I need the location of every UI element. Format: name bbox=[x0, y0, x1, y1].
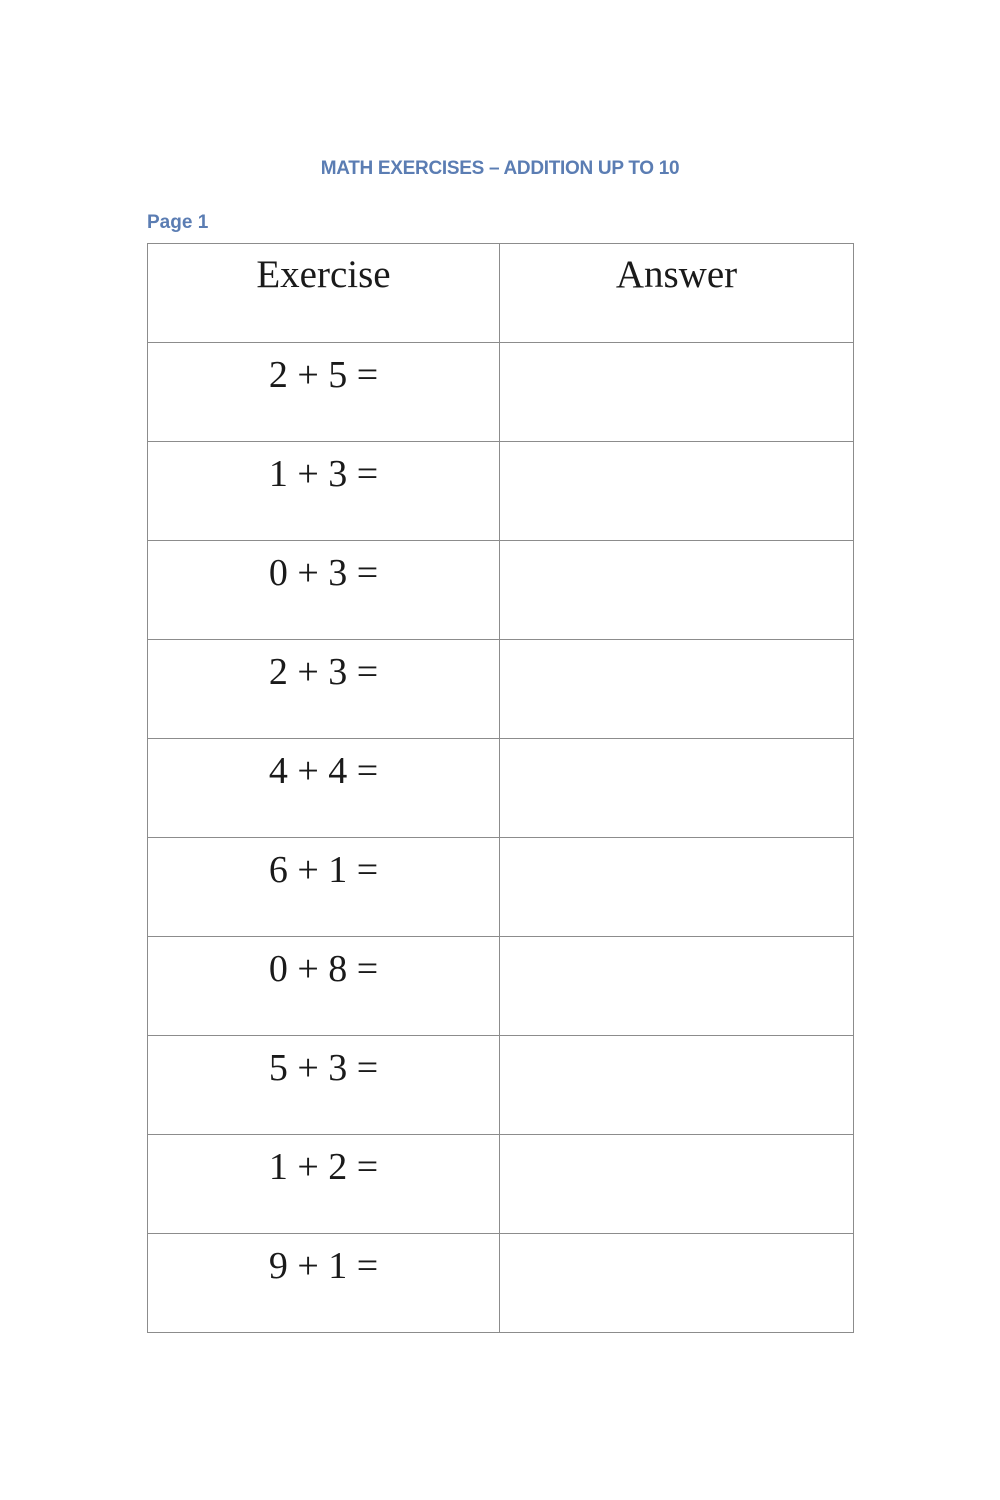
table-header-row bbox=[148, 244, 854, 343]
answer-cell bbox=[500, 541, 854, 640]
exercise-cell: 4 + 4 = bbox=[148, 739, 500, 838]
answer-cell bbox=[500, 343, 854, 442]
exercise-cell: 0 + 8 = bbox=[148, 937, 500, 1036]
exercise-cell: 5 + 3 = bbox=[148, 1036, 500, 1135]
page-label: Page 1 bbox=[147, 212, 209, 233]
answer-cell bbox=[500, 1234, 854, 1333]
table-row bbox=[148, 442, 854, 541]
exercise-cell: 9 + 1 = bbox=[148, 1234, 500, 1333]
answer-cell bbox=[500, 937, 854, 1036]
exercise-cell: 1 + 2 = bbox=[148, 1135, 500, 1234]
answer-cell bbox=[500, 442, 854, 541]
exercise-cell: 2 + 5 = bbox=[148, 343, 500, 442]
table-row bbox=[148, 739, 854, 838]
exercise-table bbox=[147, 243, 854, 1333]
table-row bbox=[148, 937, 854, 1036]
answer-cell bbox=[500, 1036, 854, 1135]
exercise-cell: 1 + 3 = bbox=[148, 442, 500, 541]
table-row bbox=[148, 1036, 854, 1135]
answer-cell bbox=[500, 640, 854, 739]
table-row bbox=[148, 1234, 854, 1333]
answer-column-header: Answer bbox=[500, 244, 854, 343]
document-title: MATH EXERCISES – ADDITION UP TO 10 bbox=[320, 158, 680, 179]
table-row bbox=[148, 640, 854, 739]
exercise-cell: 6 + 1 = bbox=[148, 838, 500, 937]
table-row bbox=[148, 1135, 854, 1234]
exercise-cell: 2 + 3 = bbox=[148, 640, 500, 739]
answer-cell bbox=[500, 1135, 854, 1234]
table-row bbox=[148, 541, 854, 640]
table-row bbox=[148, 343, 854, 442]
answer-cell bbox=[500, 838, 854, 937]
exercise-column-header: Exercise bbox=[148, 244, 500, 343]
table-row bbox=[148, 838, 854, 937]
answer-cell bbox=[500, 739, 854, 838]
exercise-cell: 0 + 3 = bbox=[148, 541, 500, 640]
